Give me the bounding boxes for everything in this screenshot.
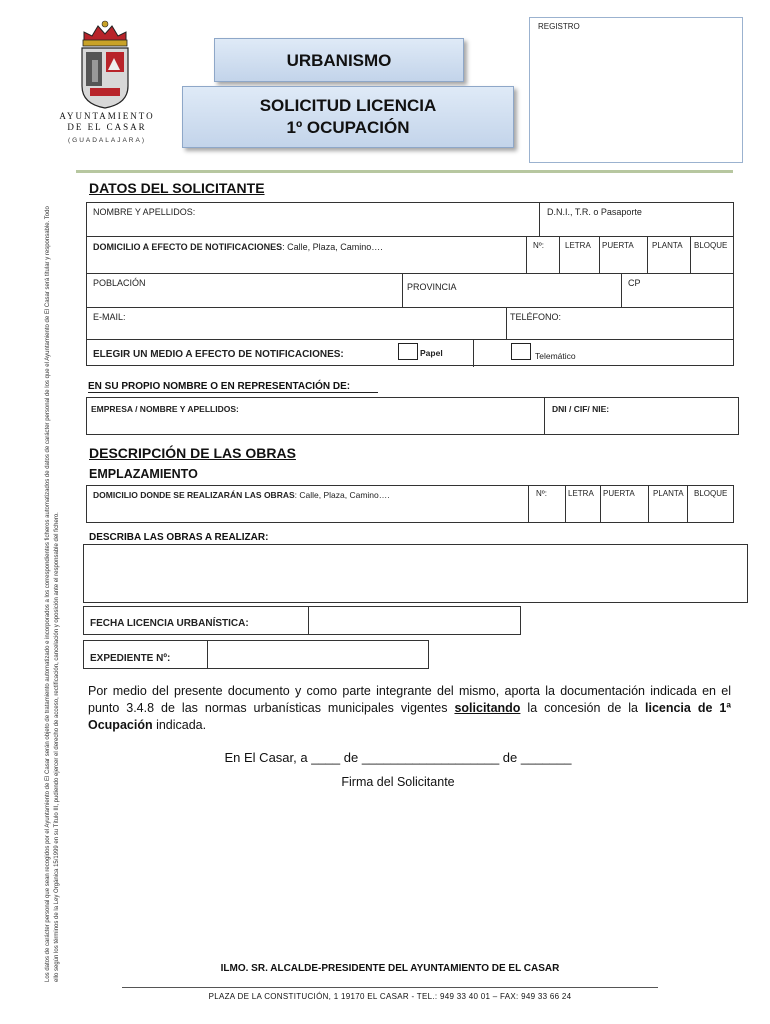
empresa-field[interactable] <box>91 416 539 432</box>
representacion-title: EN SU PROPIO NOMBRE O EN REPRESENTACIÓN DE: <box>88 381 378 393</box>
representacion-table <box>86 397 739 435</box>
describa-obras-label: DESCRIBA LAS OBRAS A REALIZAR: <box>89 532 269 543</box>
email-label: E-MAIL: <box>93 312 126 322</box>
form-title-line2: 1º OCUPACIÓN <box>286 118 410 137</box>
domicilio-notif-label-bold: DOMICILIO A EFECTO DE NOTIFICACIONES <box>93 242 283 252</box>
addressee-line: ILMO. SR. ALCALDE-PRESIDENTE DEL AYUNTAMIENTO DE EL CASAR <box>220 963 560 974</box>
fecha-licencia-field[interactable] <box>312 609 516 632</box>
section-title-solicitante: DATOS DEL SOLICITANTE <box>89 180 265 196</box>
obras-numero-label: Nº: <box>536 489 547 498</box>
dni-pasaporte-label: D.N.I., T.R. o Pasaporte <box>547 207 642 217</box>
cp-label: CP <box>628 278 641 288</box>
poblacion-label: POBLACIÓN <box>93 278 146 288</box>
expediente-field[interactable] <box>211 643 425 666</box>
footer-divider <box>122 987 658 988</box>
footer-address: PLAZA DE LA CONSTITUCIÓN, 1 19170 EL CASAR - TEL.: 949 33 40 01 – FAX: 949 33 66 24 <box>208 992 572 1001</box>
dni-field[interactable] <box>545 217 729 235</box>
emplazamiento-table <box>86 485 734 523</box>
date-place-line: En El Casar, a ____ de ___________________ de _______ <box>224 750 572 765</box>
obras-bloque-label: BLOQUE <box>694 489 728 498</box>
registro-stamp-box <box>529 17 743 163</box>
puerta-label: PUERTA <box>602 241 634 250</box>
bloque-label: BLOQUE <box>694 241 728 250</box>
department-banner: URBANISMO <box>214 38 464 82</box>
domicilio-obras-label-rest: : Calle, Plaza, Camino…. <box>294 490 390 500</box>
provincia-label: PROVINCIA <box>407 282 457 292</box>
cif-field[interactable] <box>549 416 735 432</box>
town-name <box>52 111 162 133</box>
letra-label: LETRA <box>565 241 591 250</box>
fecha-licencia-table <box>83 606 521 635</box>
town-name-line2: DE EL CASAR <box>67 122 147 132</box>
domicilio-notif-label <box>93 242 383 252</box>
expediente-table <box>83 640 429 669</box>
form-title-line1: SOLICITUD LICENCIA <box>259 96 437 115</box>
form-title-banner <box>182 86 514 148</box>
obras-puerta-label: PUERTA <box>603 489 635 498</box>
registro-label: REGISTRO <box>538 22 580 31</box>
declaration-licencia: licencia de 1ª Ocupación <box>88 701 731 732</box>
declaration-text-2: la concesión de la <box>520 701 645 715</box>
papel-checkbox[interactable] <box>398 343 418 360</box>
declaration-solicitando: solicitando <box>454 701 521 715</box>
empresa-label: EMPRESA / NOMBRE Y APELLIDOS: <box>91 404 239 414</box>
fecha-licencia-label: FECHA LICENCIA URBANÍSTICA: <box>90 618 249 629</box>
town-province: (GUADALAJARA) <box>67 137 146 144</box>
obras-planta-label: PLANTA <box>653 489 684 498</box>
papel-label: Papel <box>420 348 443 358</box>
emplazamiento-title: EMPLAZAMIENTO <box>89 467 198 481</box>
nombre-label: NOMBRE Y APELLIDOS: <box>93 207 196 217</box>
nombre-field[interactable] <box>93 217 533 235</box>
expediente-label: EXPEDIENTE Nº: <box>90 653 171 664</box>
section-title-obras: DESCRIPCIÓN DE LAS OBRAS <box>89 445 296 461</box>
telematico-label: Telemático <box>535 351 576 361</box>
town-crest-logo <box>78 20 132 110</box>
describa-obras-field[interactable] <box>83 544 748 603</box>
declaration-text-1: Por medio del presente documento y como parte integrante del mismo, aporta la documentación indicada en el punto 3.4.8 de las normas urbanísticas municipales vigentes <box>88 684 731 715</box>
declaration-paragraph <box>88 683 731 734</box>
solicitante-table <box>86 202 734 366</box>
privacy-notice-side-text: Los datos de carácter personal que sean recogidos por el Ayuntamiento de El Casar serán objeto de tratamiento automatizado e incorporados a los correspondientes ficheros automatizados de datos de carácter personal de los que el Ayuntamiento de El Casar será titular y responsable. Todo ello según los términos de la Ley Orgánica 15/1999 en su Título III, pudiendo ejercer el derecho de acceso, rectificación, cancelación y oposición ante el responsable del fichero. <box>45 206 60 982</box>
domicilio-obras-label <box>93 490 390 500</box>
header-divider <box>76 170 733 173</box>
planta-label: PLANTA <box>652 241 683 250</box>
medio-notif-label: ELEGIR UN MEDIO A EFECTO DE NOTIFICACIONES: <box>93 349 344 360</box>
telematico-checkbox[interactable] <box>511 343 531 360</box>
domicilio-notif-label-rest: : Calle, Plaza, Camino…. <box>282 242 383 252</box>
obras-letra-label: LETRA <box>568 489 594 498</box>
town-name-line1: AYUNTAMIENTO <box>59 111 155 121</box>
cif-nie-label: DNI / CIF/ NIE: <box>552 404 610 414</box>
numero-label: Nº: <box>533 241 544 250</box>
signature-label: Firma del Solicitante <box>341 775 455 789</box>
declaration-text-3: indicada. <box>152 718 207 732</box>
telefono-label: TELÉFONO: <box>510 312 562 322</box>
domicilio-obras-label-bold: DOMICILIO DONDE SE REALIZARÁN LAS OBRAS <box>93 490 295 500</box>
